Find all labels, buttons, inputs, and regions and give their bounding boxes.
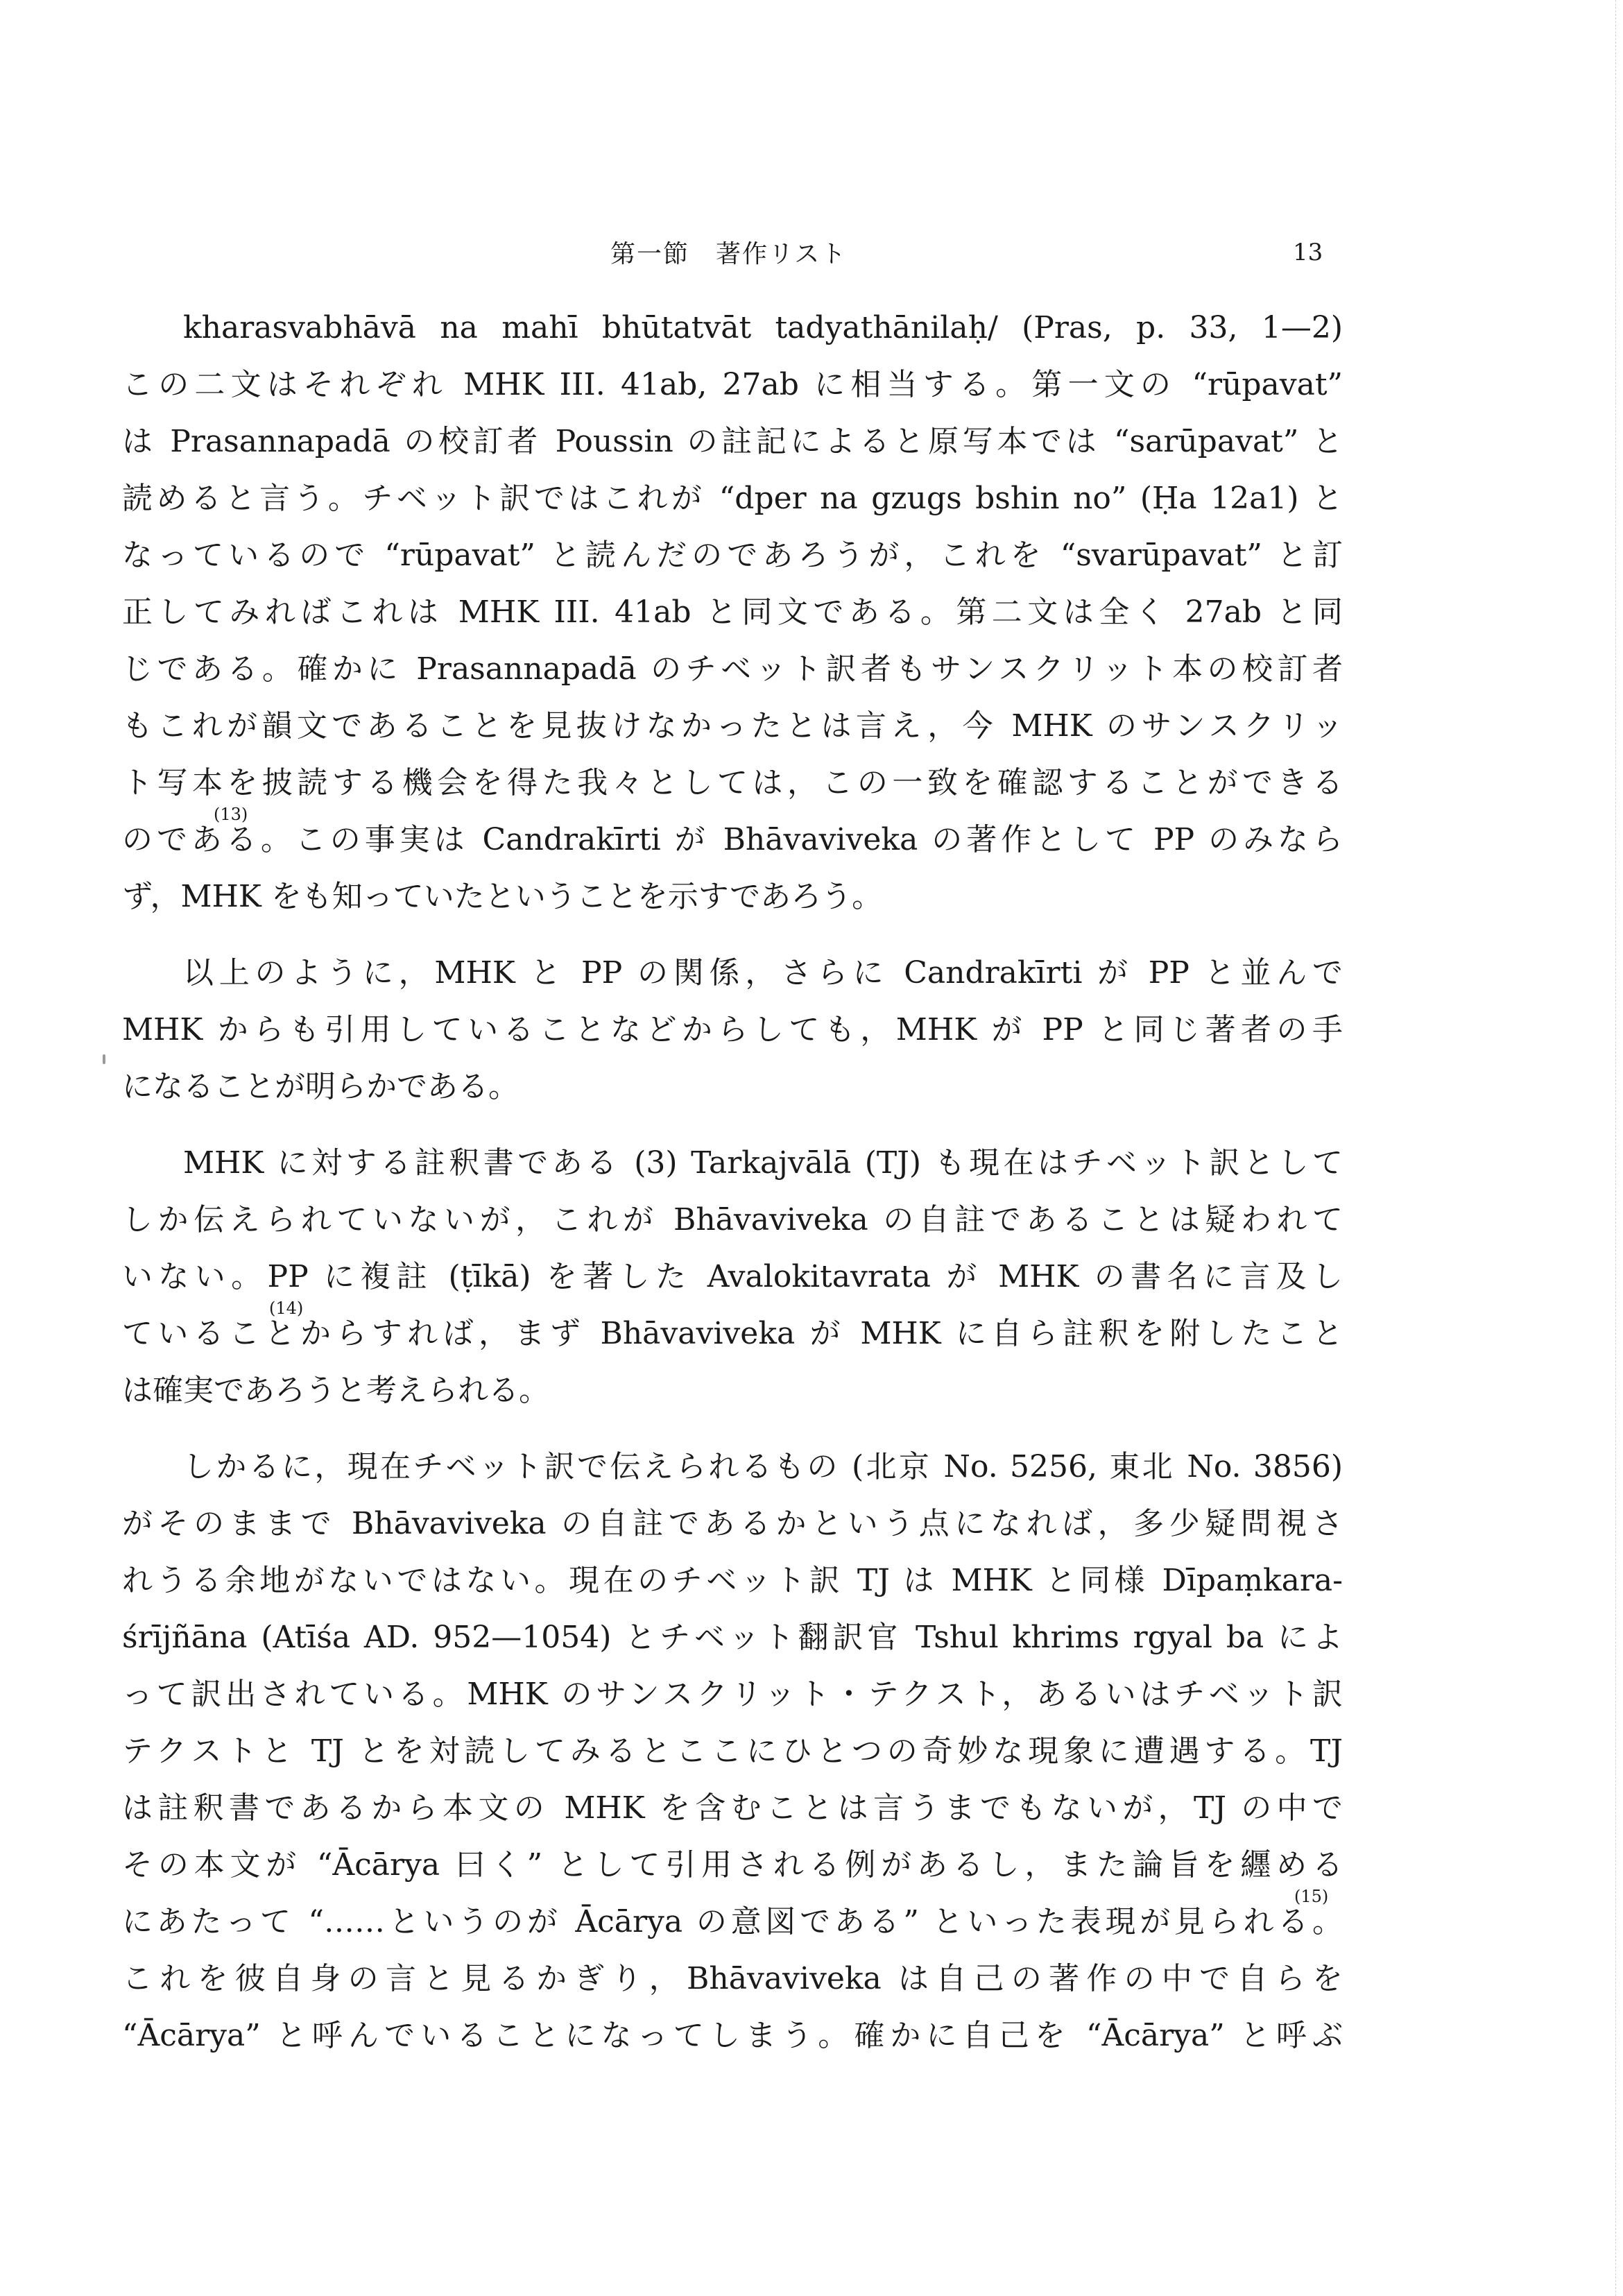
text-line-with-footnote (122, 805, 1343, 868)
text-line: は Prasannapadā の校訂者 Poussin の註記によると原写本では “sarūpavat” と (122, 424, 1343, 459)
footnote-mark-14: (14) (269, 1299, 304, 1318)
footnote-mark-15: (15) (1294, 1887, 1329, 1906)
text-line: なっているので “rūpavat” と読んだのであろうが，これを “svarūpavat” と訂 (122, 538, 1343, 573)
text-line: 読めると言う。チベット訳ではこれが “dper na gzugs bshin no” (Ḥa 12a1) と (122, 481, 1343, 516)
text-line: にあたって “……というのが Ācārya の意図である” といった表現が見られる。 (122, 1904, 1343, 1939)
text-line: “Ācārya” と呼んでいることになってしまう。確かに自己を “Ācārya” と呼ぶ (122, 2018, 1343, 2053)
text-line: は註釈書であるから本文の MHK を含むことは言うまでもないが，TJ の中で (122, 1790, 1343, 1826)
text-line: kharasvabhāvā na mahī bhūtatvāt tadyathānilaḥ/ (Pras, p. 33, 1—2) (183, 310, 1343, 345)
text-line: ト写本を披読する機会を得た我々としては，この一致を確認することができる (122, 765, 1343, 800)
text-line: MHK に対する註釈書である (3) Tarkajvālā (TJ) も現在はチベット訳として (183, 1145, 1343, 1181)
text-line: しか伝えられていないが，これが Bhāvaviveka の自註であることは疑われて (122, 1202, 1343, 1237)
text-line: しかるに，現在チベット訳で伝えられるもの (北京 No. 5256, 東北 No. 3856) (183, 1449, 1343, 1484)
text-line: って訳出されている。MHK のサンスクリット・テクスト，あるいはチベット訳 (122, 1677, 1343, 1712)
text-line: その本文が “Ācārya 曰く” として引用される例があるし，また論旨を纒める (122, 1847, 1343, 1883)
text-line: れうる余地がないではない。現在のチベット訳 TJ は MHK と同様 Dīpaṃkara- (122, 1563, 1343, 1598)
text-line: MHK からも引用していることなどからしても，MHK が PP と同じ著者の手 (122, 1012, 1343, 1047)
text-line: もこれが韻文であることを見抜けなかったとは言え，今 MHK のサンスクリッ (122, 708, 1343, 744)
body-text (122, 300, 1343, 2064)
text-line: śrījñāna (Atīśa AD. 952—1054) とチベット翻訳官 Tshul khrims rgyal ba によ (122, 1620, 1343, 1655)
text-line: この二文はそれぞれ MHK III. 41ab, 27ab に相当する。第一文の “rūpavat” (122, 367, 1343, 402)
text-line: じである。確かに Prasannapadā のチベット訳者もサンスクリット本の校訂者 (122, 651, 1343, 687)
text-line: になることが明らかである。 (122, 1069, 519, 1104)
page-header (0, 234, 1623, 276)
text-line: 以上のように，MHK と PP の関係，さらに Candrakīrti が PP と並んで (183, 955, 1343, 991)
text-line: ず，MHK をも知っていたということを示すであろう。 (122, 879, 883, 914)
page-number: 13 (1293, 239, 1323, 266)
text-line: は確実であろうと考えられる。 (122, 1373, 549, 1408)
text-line-with-footnote (122, 1299, 1343, 1362)
text-line: ていることからすれば，まず Bhāvaviveka が MHK に自ら註釈を附したこと (122, 1316, 1343, 1351)
footnote-mark-13: (13) (214, 805, 248, 824)
text-line: これを彼自身の言と見るかぎり，Bhāvaviveka は自己の著作の中で自らを (122, 1961, 1343, 1996)
scan-edge-line (1615, 0, 1623, 2296)
running-head: 第一節 著作リスト (610, 240, 848, 268)
text-line: 正してみればこれは MHK III. 41ab と同文である。第二文は全く 27ab と同 (122, 594, 1343, 630)
scan-speck (103, 1054, 105, 1064)
text-line: のである。この事実は Candrakīrti が Bhāvaviveka の著作として PP のみなら (122, 822, 1343, 857)
text-line: テクストと TJ とを対読してみるとここにひとつの奇妙な現象に遭遇する。TJ (122, 1733, 1343, 1769)
text-line: がそのままで Bhāvaviveka の自註であるかという点になれば，多少疑問視さ (122, 1506, 1343, 1541)
text-line: いない。PP に複註 (ṭīkā) を著した Avalokitavrata が MHK の書名に言及し (122, 1259, 1343, 1294)
text-line-with-footnote (122, 1887, 1343, 1951)
